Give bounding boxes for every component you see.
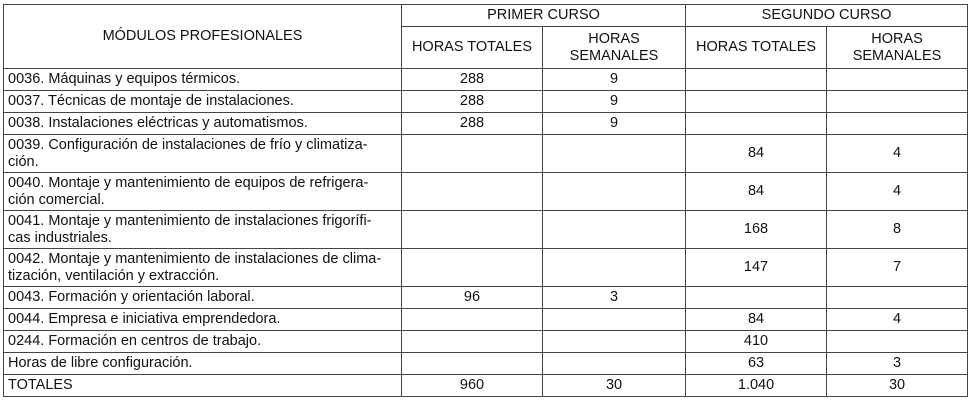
segundo-horas-totales: 63 xyxy=(686,353,827,375)
primer-horas-totales: 288 xyxy=(402,113,543,135)
segundo-horas-semanales xyxy=(827,287,968,309)
primer-horas-semanales xyxy=(543,331,686,353)
primer-horas-totales xyxy=(402,173,543,211)
module-name: 0038. Instalaciones eléctricas y automatismos. xyxy=(4,113,402,135)
table-row xyxy=(4,211,968,249)
primer-horas-semanales: 9 xyxy=(543,69,686,91)
primer-horas-semanales xyxy=(543,309,686,331)
module-name: 0041. Montaje y mantenimiento de instalaciones frigorífi- cas industriales. xyxy=(4,211,402,249)
segundo-horas-semanales: 4 xyxy=(827,135,968,173)
primer-horas-semanales xyxy=(543,353,686,375)
table-row xyxy=(4,135,968,173)
segundo-horas-totales: 84 xyxy=(686,309,827,331)
table-row xyxy=(4,287,968,309)
header-segundo-curso: SEGUNDO CURSO xyxy=(686,5,968,27)
segundo-horas-semanales: 7 xyxy=(827,249,968,287)
segundo-horas-totales: 84 xyxy=(686,173,827,211)
header-horas-semanales-1: HORAS SEMANALES xyxy=(543,27,686,69)
segundo-horas-totales xyxy=(686,287,827,309)
primer-horas-totales: 96 xyxy=(402,287,543,309)
primer-horas-semanales xyxy=(543,211,686,249)
table-row xyxy=(4,113,968,135)
segundo-horas-semanales: 3 xyxy=(827,353,968,375)
modulos-table xyxy=(3,4,968,397)
total-segundo-horas-semanales: 30 xyxy=(827,375,968,397)
header-horas-semanales-2: HORAS SEMANALES xyxy=(827,27,968,69)
table-row xyxy=(4,173,968,211)
segundo-horas-semanales: 8 xyxy=(827,211,968,249)
segundo-horas-totales: 168 xyxy=(686,211,827,249)
totals-row xyxy=(4,375,968,397)
primer-horas-semanales: 3 xyxy=(543,287,686,309)
table-row xyxy=(4,91,968,113)
segundo-horas-totales: 147 xyxy=(686,249,827,287)
totals-label: TOTALES xyxy=(4,375,402,397)
segundo-horas-semanales xyxy=(827,69,968,91)
module-name: 0036. Máquinas y equipos térmicos. xyxy=(4,69,402,91)
primer-horas-totales xyxy=(402,135,543,173)
primer-horas-semanales xyxy=(543,173,686,211)
segundo-horas-totales xyxy=(686,91,827,113)
segundo-horas-totales xyxy=(686,69,827,91)
total-primer-horas-semanales: 30 xyxy=(543,375,686,397)
primer-horas-totales xyxy=(402,309,543,331)
segundo-horas-totales: 410 xyxy=(686,331,827,353)
table-row xyxy=(4,309,968,331)
module-name: 0044. Empresa e iniciativa emprendedora. xyxy=(4,309,402,331)
primer-horas-totales xyxy=(402,331,543,353)
table-row xyxy=(4,353,968,375)
module-name: 0042. Montaje y mantenimiento de instalaciones de clima- tización, ventilación y extracción. xyxy=(4,249,402,287)
segundo-horas-semanales xyxy=(827,113,968,135)
segundo-horas-totales: 84 xyxy=(686,135,827,173)
segundo-horas-semanales: 4 xyxy=(827,309,968,331)
table-row xyxy=(4,331,968,353)
primer-horas-semanales: 9 xyxy=(543,113,686,135)
module-name: 0244. Formación en centros de trabajo. xyxy=(4,331,402,353)
header-primer-curso: PRIMER CURSO xyxy=(402,5,686,27)
primer-horas-semanales xyxy=(543,249,686,287)
header-horas-totales-1: HORAS TOTALES xyxy=(402,27,543,69)
module-name: Horas de libre configuración. xyxy=(4,353,402,375)
primer-horas-totales: 288 xyxy=(402,91,543,113)
primer-horas-totales xyxy=(402,249,543,287)
module-name: 0037. Técnicas de montaje de instalaciones. xyxy=(4,91,402,113)
module-name: 0040. Montaje y mantenimiento de equipos de refrigera- ción comercial. xyxy=(4,173,402,211)
segundo-horas-semanales xyxy=(827,91,968,113)
module-name: 0039. Configuración de instalaciones de frío y climatiza- ción. xyxy=(4,135,402,173)
primer-horas-totales: 288 xyxy=(402,69,543,91)
primer-horas-semanales: 9 xyxy=(543,91,686,113)
table-row xyxy=(4,249,968,287)
table-row xyxy=(4,69,968,91)
segundo-horas-semanales xyxy=(827,331,968,353)
total-segundo-horas-totales: 1.040 xyxy=(686,375,827,397)
segundo-horas-semanales: 4 xyxy=(827,173,968,211)
primer-horas-totales xyxy=(402,353,543,375)
total-primer-horas-totales: 960 xyxy=(402,375,543,397)
segundo-horas-totales xyxy=(686,113,827,135)
primer-horas-semanales xyxy=(543,135,686,173)
header-horas-totales-2: HORAS TOTALES xyxy=(686,27,827,69)
module-name: 0043. Formación y orientación laboral. xyxy=(4,287,402,309)
primer-horas-totales xyxy=(402,211,543,249)
header-modulos: MÓDULOS PROFESIONALES xyxy=(4,5,402,69)
